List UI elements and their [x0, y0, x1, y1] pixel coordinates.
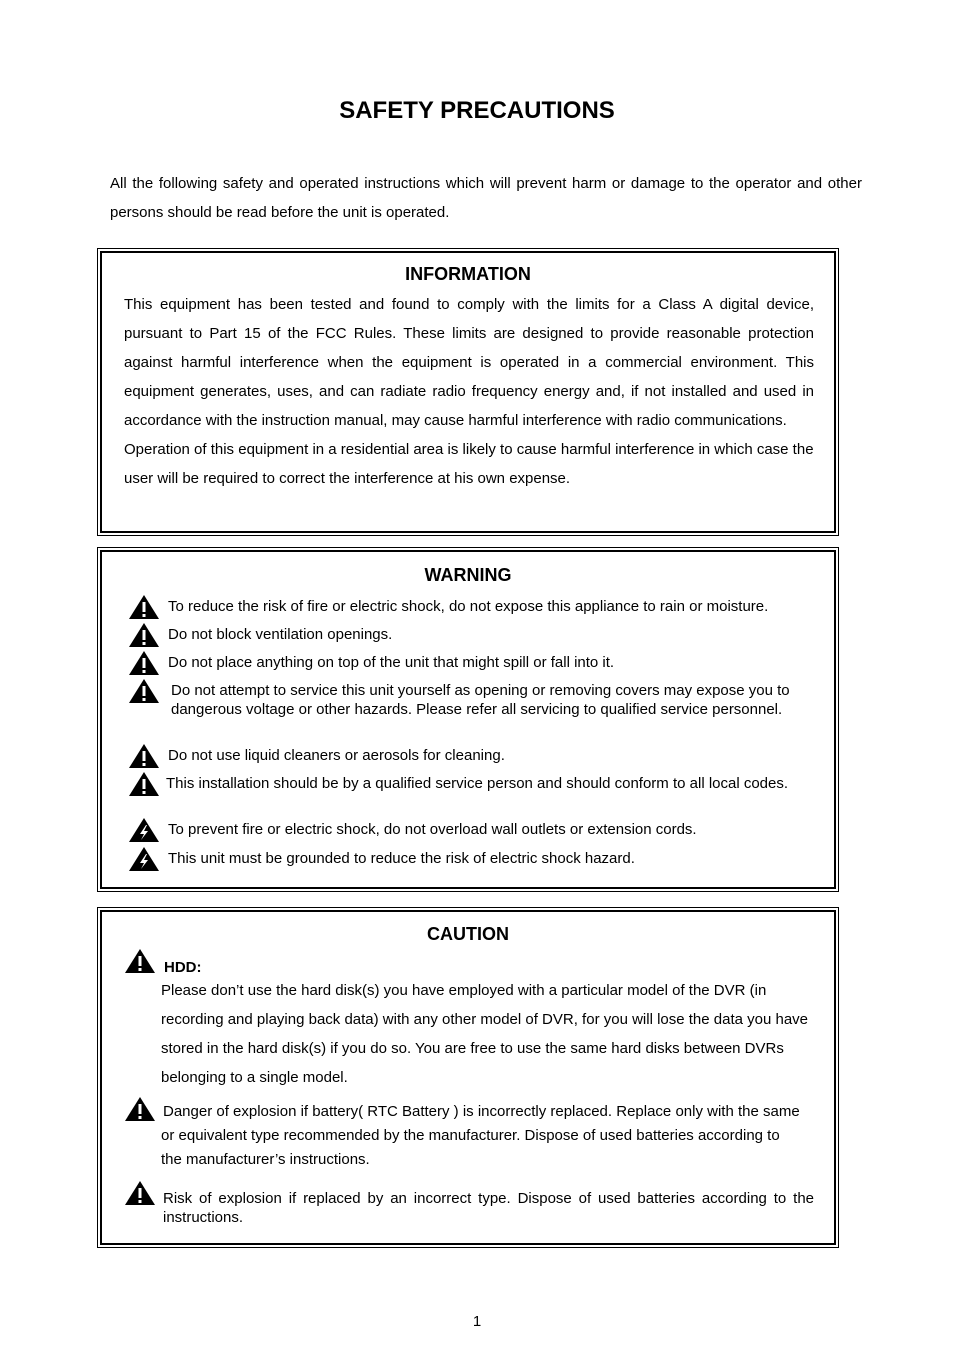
battery-text: Danger of explosion if battery( RTC Battery ) is incorrectly replaced. Replace only with the same or equivalent type recommended by the manufacturer. Dispose of used batteries according to the manufacturer’s instructions. [161, 1103, 800, 1168]
page-number: 1 [472, 1313, 482, 1330]
hdd-label: HDD: [164, 959, 202, 976]
exclamation-triangle-icon [124, 1180, 156, 1206]
warning-item [128, 654, 814, 673]
warning-item-text: To reduce the risk of fire or electric shock, do not expose this appliance to rain or moisture. [168, 598, 769, 615]
warning-item [128, 775, 814, 794]
warning-item-text: To prevent fire or electric shock, do not overload wall outlets or extension cords. [168, 821, 697, 838]
warning-item [128, 821, 814, 840]
warning-heading: WARNING [424, 565, 512, 585]
page-title: SAFETY PRECAUTIONS [339, 97, 615, 124]
warning-item-text: Do not block ventilation openings. [168, 626, 393, 643]
information-paragraph-2: Operation of this equipment in a residential area is likely to cause harmful interference in which case the user will be required to correct the interference at his own expense. [124, 441, 814, 487]
warning-item-text: Do not attempt to service this unit yourself as opening or removing covers may expose you to dangerous voltage or other hazards. Please refer all servicing to qualified service personnel. [171, 682, 790, 718]
information-paragraph-1: This equipment has been tested and found to comply with the limits for a Class A digital device, pursuant to Part 15 of the FCC Rules. These limits are designed to provide reasonable protection against harmful interference when the equipment is operated in a commercial environment. This equipment generates, uses, and can radiate radio frequency energy and, if not installed and used in accordance with the instruction manual, may cause harmful interference with radio communications. [124, 296, 814, 429]
warning-box [100, 550, 836, 889]
warning-item-text: This unit must be grounded to reduce the risk of electric shock hazard. [168, 850, 635, 867]
exclamation-triangle-icon [128, 594, 160, 620]
warning-item [128, 747, 814, 766]
warning-item [128, 626, 814, 645]
lightning-triangle-icon [128, 817, 160, 843]
information-box [100, 251, 836, 533]
exclamation-triangle-icon [128, 622, 160, 648]
exclamation-triangle-icon [128, 743, 160, 769]
hdd-text: Please don’t use the hard disk(s) you have employed with a particular model of the DVR (in recording and playing back data) with any other model of DVR, for you will lose the data you have stored in the hard disk(s) if you do so. You are free to use the same hard disks between DVRs belonging to a single model. [161, 982, 809, 1086]
caution-box [100, 910, 836, 1245]
exclamation-triangle-icon [124, 948, 156, 974]
warning-item [128, 682, 814, 719]
lightning-triangle-icon [128, 846, 160, 872]
information-body [124, 290, 814, 493]
intro-paragraph: All the following safety and operated instructions which will prevent harm or damage to the operator and other persons should be read before the unit is operated. [110, 175, 862, 221]
caution-heading: CAUTION [427, 924, 509, 944]
exclamation-triangle-icon [128, 650, 160, 676]
warning-item [128, 598, 814, 617]
warning-item-text: Do not place anything on top of the unit that might spill or fall into it. [168, 654, 615, 671]
explosion-text: Risk of explosion if replaced by an incorrect type. Dispose of used batteries according to the instructions. [163, 1190, 814, 1226]
exclamation-triangle-icon [128, 678, 160, 704]
information-heading: INFORMATION [405, 264, 531, 284]
exclamation-triangle-icon [124, 1096, 156, 1122]
warning-item-text: This installation should be by a qualified service person and should conform to all local codes. [166, 775, 789, 792]
warning-item [128, 850, 814, 869]
warning-item-text: Do not use liquid cleaners or aerosols for cleaning. [168, 747, 505, 764]
exclamation-triangle-icon [128, 771, 160, 797]
